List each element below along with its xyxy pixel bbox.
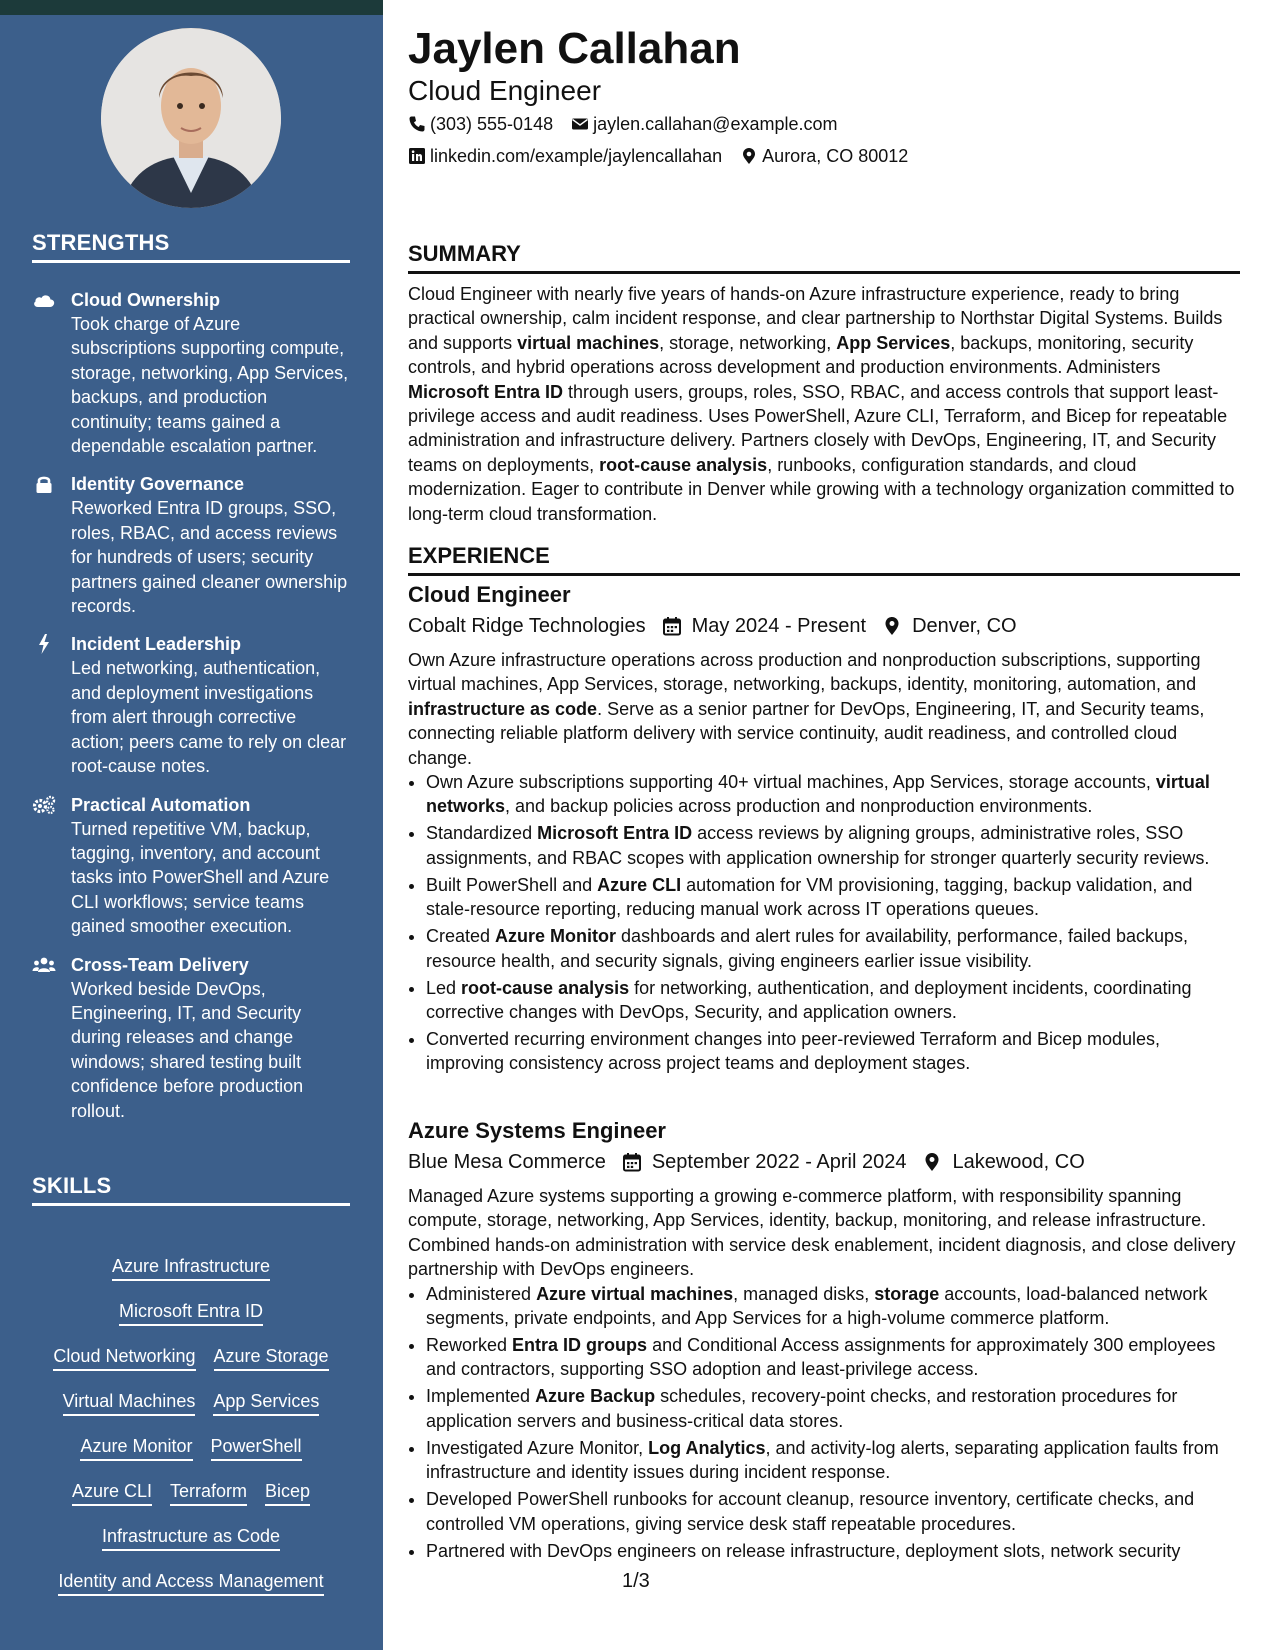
text-segment: dashboards and alert rules for availability, performance, failed backups, resource health, and security signals, giving engineers earlier issue visibility. [426, 926, 1189, 971]
avatar [101, 28, 281, 208]
text-segment: Managed Azure systems supporting a growing e-commerce platform, with responsibility spanning compute, storage, networking, App Services, identity, backup, monitoring, and release infrastructure. Combined hands-on administration with service desk enablement, incident diagnosis, and close delivery partnership with DevOps engineers. [408, 1186, 1236, 1280]
bullet-item [426, 821, 1240, 870]
text-segment: Developed PowerShell runbooks for account cleanup, resource inventory, certificate checks, and controlled VM operations, giving service desk staff repeatable procedures. [426, 1489, 1195, 1534]
skill-tag: Microsoft Entra ID [119, 1300, 263, 1326]
text-segment: and Conditional Access assignments for approximately 300 employees and contractors, supporting SSO adoption and least-privilege access. [426, 1335, 1216, 1380]
text-segment: for networking, authentication, and deployment incidents, coordinating corrective changes with DevOps, Security, and application owners. [426, 977, 1192, 1023]
text-segment: Own Azure infrastructure operations across production and nonproduction subscriptions, supporting virtual machines, App Services, storage, networking, backups, identity, monitoring, automation, and [408, 650, 1201, 695]
summary-text [408, 282, 1240, 526]
text-segment: Built PowerShell and [426, 874, 598, 895]
bold-keyword: Microsoft Entra ID [537, 823, 693, 844]
location-text: Denver, CO [912, 615, 1017, 637]
skill-tag: Cloud Networking [53, 1345, 195, 1371]
text-segment: automation for VM provisioning, tagging, backup validation, and stale-resource reporting, reducing manual work across IT operations queues. [426, 874, 1193, 920]
bold-keyword: Microsoft Entra ID [408, 381, 564, 402]
bullet-item [426, 924, 1240, 973]
calendar-icon [662, 616, 682, 636]
strengths-list [32, 288, 350, 1137]
bold-keyword: infrastructure as code [408, 698, 598, 719]
text-segment: Investigated Azure Monitor, [426, 1437, 649, 1458]
map-pin-icon [922, 1152, 942, 1172]
candidate-title: Cloud Engineer [408, 75, 602, 106]
skill-row [32, 1470, 350, 1515]
skill-row [32, 1515, 350, 1560]
gears-icon [32, 795, 56, 815]
strength-title: Cross-Team Delivery [71, 954, 249, 975]
bullet-item [426, 873, 1240, 922]
linkedin-contact [408, 144, 722, 168]
job-dates [662, 612, 867, 640]
bullet-item [426, 1436, 1240, 1485]
skill-tag: Terraform [170, 1480, 247, 1506]
company-name: Cobalt Ridge Technologies [408, 615, 646, 637]
strength-item [32, 793, 350, 939]
strength-title: Cloud Ownership [71, 290, 221, 310]
bullet-item [426, 1282, 1240, 1331]
bold-keyword: Entra ID groups [512, 1335, 648, 1356]
job-description [408, 1184, 1240, 1282]
strength-item [32, 953, 350, 1123]
text-segment: , storage, networking, [659, 332, 837, 353]
profile-photo-icon [101, 28, 281, 208]
envelope-icon [571, 115, 589, 133]
job-entry [408, 581, 1240, 1078]
phone-icon [408, 115, 426, 133]
job-entry [408, 1117, 1240, 1566]
bold-keyword: virtual networks [426, 772, 1210, 817]
strength-title: Identity Governance [71, 474, 245, 495]
skill-tag: Virtual Machines [63, 1390, 196, 1416]
skills-heading: SKILLS [32, 1173, 350, 1206]
job-description [408, 648, 1240, 770]
bold-keyword: root-cause analysis [599, 454, 768, 475]
strength-item [32, 632, 350, 778]
phone-contact [408, 112, 553, 136]
text-segment: Implemented [426, 1386, 536, 1407]
strength-description: Turned repetitive VM, backup, tagging, inventory, and account tasks into PowerShell and Azure CLI workflows; service teams gained smoother execution. [71, 818, 330, 937]
text-segment: Standardized [426, 823, 538, 844]
bold-keyword: Azure Monitor [495, 926, 617, 947]
strength-item [32, 288, 350, 458]
cloud-icon [32, 290, 56, 310]
bold-keyword: Azure virtual machines [536, 1283, 734, 1304]
text-segment: . Serve as a senior partner for DevOps, Engineering, IT, and Security teams, connecting reliable platform delivery with service continuity, audit readiness, and controlled cloud change. [408, 698, 1205, 768]
skill-tag: Azure CLI [72, 1480, 152, 1506]
phone-text: (303) 555-0148 [430, 114, 554, 134]
text-segment: schedules, recovery-point checks, and restoration procedures for application servers and business-critical data stores. [426, 1386, 1178, 1431]
experience-heading: EXPERIENCE [408, 543, 1240, 576]
email-text: jaylen.callahan@example.com [593, 114, 838, 134]
bullet-item [426, 976, 1240, 1025]
calendar-icon [622, 1152, 642, 1172]
linkedin-text: linkedin.com/example/jaylencallahan [430, 146, 723, 166]
sidebar [0, 15, 383, 1650]
strength-title: Incident Leadership [71, 634, 242, 655]
skill-row [32, 1245, 350, 1290]
skill-row [32, 1425, 350, 1470]
bold-keyword: Azure CLI [597, 874, 682, 895]
bold-keyword: root-cause analysis [461, 977, 630, 998]
skill-tag: Bicep [265, 1480, 310, 1506]
job-meta [408, 1148, 1240, 1176]
job-dates [622, 1148, 907, 1176]
skills-list [32, 1245, 350, 1605]
top-accent-strip [0, 0, 383, 15]
strength-description: Worked beside DevOps, Engineering, IT, and Security during releases and change windows; shared testing built confidence before production rollout. [71, 978, 304, 1121]
text-segment: access reviews by aligning groups, administrative roles, SSO assignments, and RBAC scopes with application ownership for stronger quarterly security reviews. [426, 823, 1210, 868]
bullet-item [426, 1487, 1240, 1536]
job-title: Cloud Engineer [408, 582, 571, 607]
text-segment: Partnered with DevOps engineers on release infrastructure, deployment slots, network security [426, 1540, 1181, 1561]
company-name: Blue Mesa Commerce [408, 1151, 606, 1173]
bolt-icon [32, 634, 56, 654]
text-segment: Reworked [426, 1335, 513, 1356]
location-contact [740, 144, 908, 168]
page-number: 1/3 [622, 1570, 650, 1592]
text-segment: accounts, load-balanced network segments, private endpoints, and App Services for a high-volume commerce platform. [426, 1283, 1208, 1329]
skill-tag: Azure Storage [214, 1345, 329, 1371]
location-text: Lakewood, CO [952, 1151, 1085, 1173]
text-segment: , and backup policies across production and nonproduction environments. [505, 796, 1093, 817]
job-location [922, 1148, 1084, 1176]
text-segment: , managed disks, [733, 1283, 875, 1304]
job-meta [408, 612, 1240, 640]
dates-text: May 2024 - Present [691, 615, 867, 637]
map-pin-icon [740, 147, 758, 165]
skill-row [32, 1560, 350, 1605]
contact-row [408, 144, 908, 168]
bold-keyword: Azure Backup [535, 1386, 656, 1407]
job-bullets [408, 1282, 1240, 1563]
strength-description: Took charge of Azure subscriptions supporting compute, storage, networking, App Services, backups, and production continuity; teams gained a dependable escalation partner. [71, 314, 349, 457]
text-segment: Administered [426, 1283, 537, 1304]
skill-tag: Azure Infrastructure [112, 1255, 270, 1281]
contact-row [408, 112, 838, 136]
skill-row [32, 1380, 350, 1425]
bold-keyword: Log Analytics [648, 1437, 766, 1458]
strength-title: Practical Automation [71, 794, 251, 815]
text-segment: , runbooks, configuration standards, and cloud modernization. Eager to contribute in Denver while growing with a technology organization committed to long-term cloud transformation. [408, 454, 1235, 524]
strength-item [32, 472, 350, 618]
bullet-item [426, 1384, 1240, 1433]
text-segment: Led [426, 977, 462, 998]
map-pin-icon [882, 616, 902, 636]
skill-row [32, 1290, 350, 1335]
strength-description: Led networking, authentication, and deployment investigations from alert through corrective action; peers came to rely on clear root-cause notes. [71, 658, 347, 777]
skill-tag: PowerShell [211, 1435, 302, 1461]
bold-keyword: App Services [836, 332, 951, 353]
bullet-item [426, 1027, 1240, 1076]
strength-description: Reworked Entra ID groups, SSO, roles, RBAC, and access reviews for hundreds of users; security partners gained cleaner ownership records. [71, 498, 348, 617]
text-segment: Converted recurring environment changes into peer-reviewed Terraform and Bicep modules, improving consistency across project teams and deployment stages. [426, 1029, 1161, 1074]
summary-heading: SUMMARY [408, 241, 1240, 274]
text-segment: Own Azure subscriptions supporting 40+ virtual machines, App Services, storage accounts, [426, 772, 1156, 793]
dates-text: September 2022 - April 2024 [651, 1151, 907, 1173]
job-bullets [408, 770, 1240, 1076]
text-segment: through users, groups, roles, SSO, RBAC, and access controls that support least-privilege access and audit readiness. Uses PowerShell, Azure CLI, Terraform, and Bicep for repeatable administration and infrastructure delivery. Partners closely with DevOps, Engineering, IT, and Security teams on deployments, [408, 381, 1228, 475]
skill-tag: Azure Monitor [80, 1435, 192, 1461]
candidate-name: Jaylen Callahan [408, 24, 741, 73]
bold-keyword: storage [874, 1283, 940, 1304]
users-icon [32, 955, 56, 975]
bullet-item [426, 1539, 1240, 1563]
location-text: Aurora, CO 80012 [762, 146, 909, 166]
text-segment: , and activity-log alerts, separating application faults from infrastructure and identity issues during incident response. [426, 1437, 1219, 1483]
job-location [882, 612, 1016, 640]
skill-tag: Identity and Access Management [58, 1570, 323, 1596]
skill-tag: Infrastructure as Code [102, 1525, 280, 1551]
strengths-heading: STRENGTHS [32, 230, 350, 263]
text-segment: Cloud Engineer with nearly five years of hands-on Azure infrastructure experience, ready to bring practical ownership, calm incident response, and clear partnership to Northstar Digital Systems. Builds and supports [408, 284, 1223, 353]
linkedin-icon [408, 147, 426, 165]
skill-row [32, 1335, 350, 1380]
text-segment: Created [426, 926, 496, 947]
skill-tag: App Services [213, 1390, 319, 1416]
lock-icon [32, 474, 56, 494]
bullet-item [426, 1333, 1240, 1382]
job-title: Azure Systems Engineer [408, 1118, 666, 1143]
text-segment: , backups, monitoring, security controls, and hybrid operations across development and production environments. Administers [408, 332, 1194, 378]
bullet-item [426, 770, 1240, 819]
email-contact [571, 112, 837, 136]
bold-keyword: virtual machines [517, 332, 660, 353]
